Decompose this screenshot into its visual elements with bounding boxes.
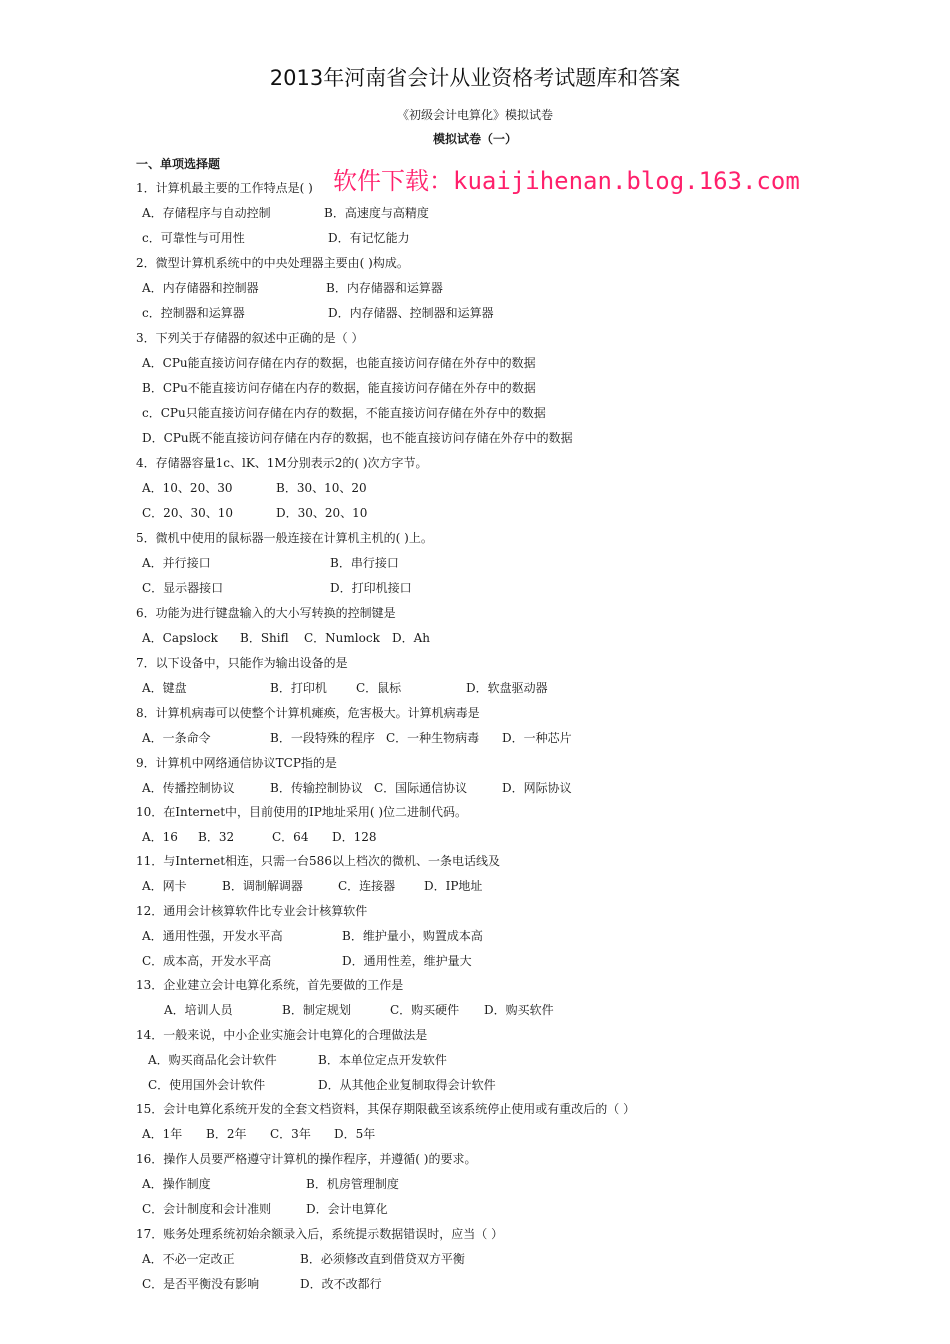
option: B．30、10、20 (276, 481, 367, 495)
option: B．高速度与高精度 (324, 206, 429, 220)
option: A．CPu能直接访问存储在内存的数据，也能直接访问存储在外存中的数据 (142, 356, 536, 370)
option: A．1年 (142, 1127, 183, 1141)
question-line: 8．计算机病毒可以使整个计算机瘫痪，危害极大。计算机病毒是 (136, 706, 480, 720)
question-line: 14．一般来说，中小企业实施会计电算化的合理做法是 (136, 1028, 428, 1042)
option: C．是否平衡没有影响 (142, 1277, 260, 1291)
option: C．国际通信协议 (374, 781, 468, 795)
option: A．内存储器和控制器 (142, 281, 259, 295)
option: D．CPu既不能直接访问存储在内存的数据，也不能直接访问存储在外存中的数据 (142, 431, 573, 445)
option: A．10、20、30 (142, 481, 233, 495)
question-line: 2．微型计算机系统中的中央处理器主要由( )构成。 (136, 256, 409, 270)
option: A．Capslock (142, 631, 218, 645)
question-line: 10．在Internet中，目前使用的IP地址采用( )位二进制代码。 (136, 805, 468, 819)
option: A．通用性强，开发水平高 (142, 929, 283, 943)
question-line: 16．操作人员要严格遵守计算机的操作程序，并遵循( )的要求。 (136, 1152, 477, 1166)
paper-title: 模拟试卷（一） (432, 132, 517, 146)
option: C．使用国外会计软件 (148, 1078, 266, 1092)
option: B．本单位定点开发软件 (318, 1053, 447, 1067)
option: B．调制解调器 (222, 879, 303, 893)
document-title: 2013年河南省会计从业资格考试题库和答案 (269, 66, 681, 90)
option: D．网际协议 (502, 781, 572, 795)
option: B．内存储器和运算器 (326, 281, 443, 295)
option: A．并行接口 (142, 556, 211, 570)
option: D．128 (332, 830, 377, 844)
option: C．鼠标 (356, 681, 402, 695)
option: A．存储程序与自动控制 (142, 206, 271, 220)
option: B．2年 (206, 1127, 247, 1141)
option: C．购买硬件 (390, 1003, 460, 1017)
option: D．IP地址 (424, 879, 483, 893)
option: B．机房管理制度 (306, 1177, 399, 1191)
option: C．64 (272, 830, 309, 844)
question-line: 3．下列关于存储器的叙述中正确的是（ ） (136, 331, 364, 345)
section-heading: 一、单项选择题 (136, 157, 221, 171)
option: B．32 (198, 830, 235, 844)
option: D．Ah (392, 631, 431, 645)
question-line: 15．会计电算化系统开发的全套文档资料，其保存期限截至该系统停止使用或有重改后的（ ） (136, 1102, 636, 1116)
option: C．成本高，开发水平高 (142, 954, 272, 968)
option: A．不必一定改正 (142, 1252, 235, 1266)
option: D．从其他企业复制取得会计软件 (318, 1078, 496, 1092)
option: C．显示器接口 (142, 581, 224, 595)
option: B．必须修改直到借贷双方平衡 (300, 1252, 465, 1266)
option: A．培训人员 (164, 1003, 233, 1017)
question-line: 17．账务处理系统初始余额录入后，系统提示数据错误时，应当（ ） (136, 1227, 504, 1241)
option: A．一条命令 (142, 731, 211, 745)
option: C．3年 (270, 1127, 311, 1141)
question-line: 1．计算机最主要的工作特点是( ) (136, 181, 313, 195)
option: C．20、30、10 (142, 506, 233, 520)
option: D．打印机接口 (330, 581, 412, 595)
question-line: 9．计算机中网络通信协议TCP指的是 (136, 756, 337, 770)
option: C．一种生物病毒 (386, 731, 480, 745)
option: D．会计电算化 (306, 1202, 388, 1216)
option: B．串行接口 (330, 556, 399, 570)
option: D．软盘驱动器 (466, 681, 548, 695)
option: D．通用性差，维护量大 (342, 954, 472, 968)
question-line: 6．功能为进行键盘输入的大小写转换的控制键是 (136, 606, 396, 620)
option: c．控制器和运算器 (142, 306, 245, 320)
option: D．有记忆能力 (328, 231, 410, 245)
option: A．操作制度 (142, 1177, 211, 1191)
option: c．可靠性与可用性 (142, 231, 245, 245)
option: c．CPu只能直接访问存储在内存的数据，不能直接访问存储在外存中的数据 (142, 406, 546, 420)
option: B．制定规划 (282, 1003, 351, 1017)
watermark-text: 软件下载：kuaijihenan.blog.163.com (333, 167, 800, 195)
option: A．购买商品化会计软件 (148, 1053, 277, 1067)
option: D．5年 (334, 1127, 376, 1141)
option: D．一种芯片 (502, 731, 572, 745)
question-line: 11．与Internet相连，只需一台586以上档次的微机、一条电话线及 (136, 854, 500, 868)
option: A．传播控制协议 (142, 781, 235, 795)
option: D．内存储器、控制器和运算器 (328, 306, 494, 320)
option: A．网卡 (142, 879, 187, 893)
question-line: 4．存储器容量1c、lK、1M分别表示2的( )次方字节。 (136, 456, 428, 470)
option: D．改不改都行 (300, 1277, 382, 1291)
option: C．连接器 (338, 879, 396, 893)
option: B．传输控制协议 (270, 781, 363, 795)
option: B．CPu不能直接访问存储在内存的数据，能直接访问存储在外存中的数据 (142, 381, 536, 395)
question-line: 5．微机中使用的鼠标器一般连接在计算机主机的( )上。 (136, 531, 433, 545)
option: D．30、20、10 (276, 506, 368, 520)
option: D．购买软件 (484, 1003, 554, 1017)
document-subtitle: 《初级会计电算化》模拟试卷 (396, 108, 553, 122)
option: A．16 (142, 830, 178, 844)
option: B．维护量小，购置成本高 (342, 929, 483, 943)
option: C．Numlock (304, 631, 380, 645)
question-line: 13．企业建立会计电算化系统，首先要做的工作是 (136, 978, 404, 992)
option: B．一段特殊的程序 (270, 731, 375, 745)
option: B．打印机 (270, 681, 327, 695)
option: B．Shifl (240, 631, 289, 645)
question-line: 7．以下设备中，只能作为输出设备的是 (136, 656, 348, 670)
option: C．会计制度和会计准则 (142, 1202, 272, 1216)
question-line: 12．通用会计核算软件比专业会计核算软件 (136, 904, 368, 918)
option: A．键盘 (142, 681, 187, 695)
